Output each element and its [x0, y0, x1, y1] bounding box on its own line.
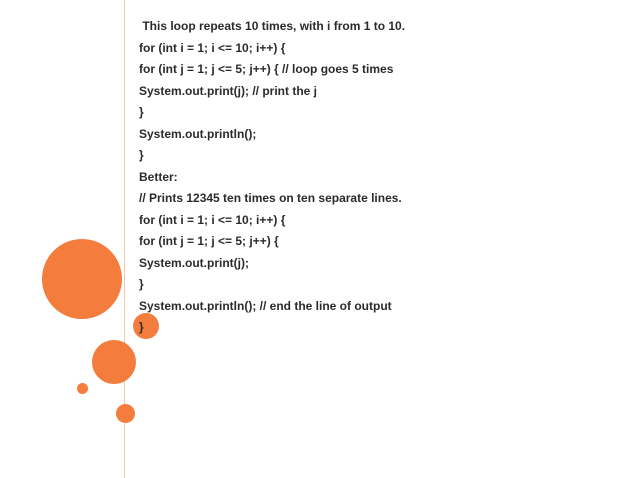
code-line: System.out.print(j);	[139, 255, 249, 270]
code-line: for (int j = 1; j <= 5; j++) {	[139, 234, 279, 248]
code-line: System.out.println(); // end the line of output	[139, 298, 392, 313]
code-line: }	[139, 320, 144, 334]
decorative-circle-small-bottom	[116, 404, 135, 423]
code-line: System.out.print(j); // print the j	[139, 83, 317, 98]
code-line: Better:	[139, 169, 178, 184]
decorative-circle-medium	[92, 340, 136, 384]
code-listing	[139, 16, 405, 339]
code-line: This loop repeats 10 times, with i from 1 to 10.	[139, 19, 406, 33]
decorative-circle-large	[42, 239, 122, 319]
code-line: for (int i = 1; i <= 10; i++) {	[139, 212, 286, 227]
code-line: for (int i = 1; i <= 10; i++) {	[139, 40, 286, 55]
code-line: System.out.println();	[139, 126, 257, 141]
code-line: for (int j = 1; j <= 5; j++) { // loop goes 5 times	[139, 62, 394, 76]
code-line: }	[139, 277, 144, 291]
code-line: // Prints 12345 ten times on ten separate lines.	[139, 191, 402, 205]
code-line: }	[139, 105, 144, 119]
decorative-circle-tiny	[77, 383, 88, 394]
code-line: }	[139, 148, 144, 162]
